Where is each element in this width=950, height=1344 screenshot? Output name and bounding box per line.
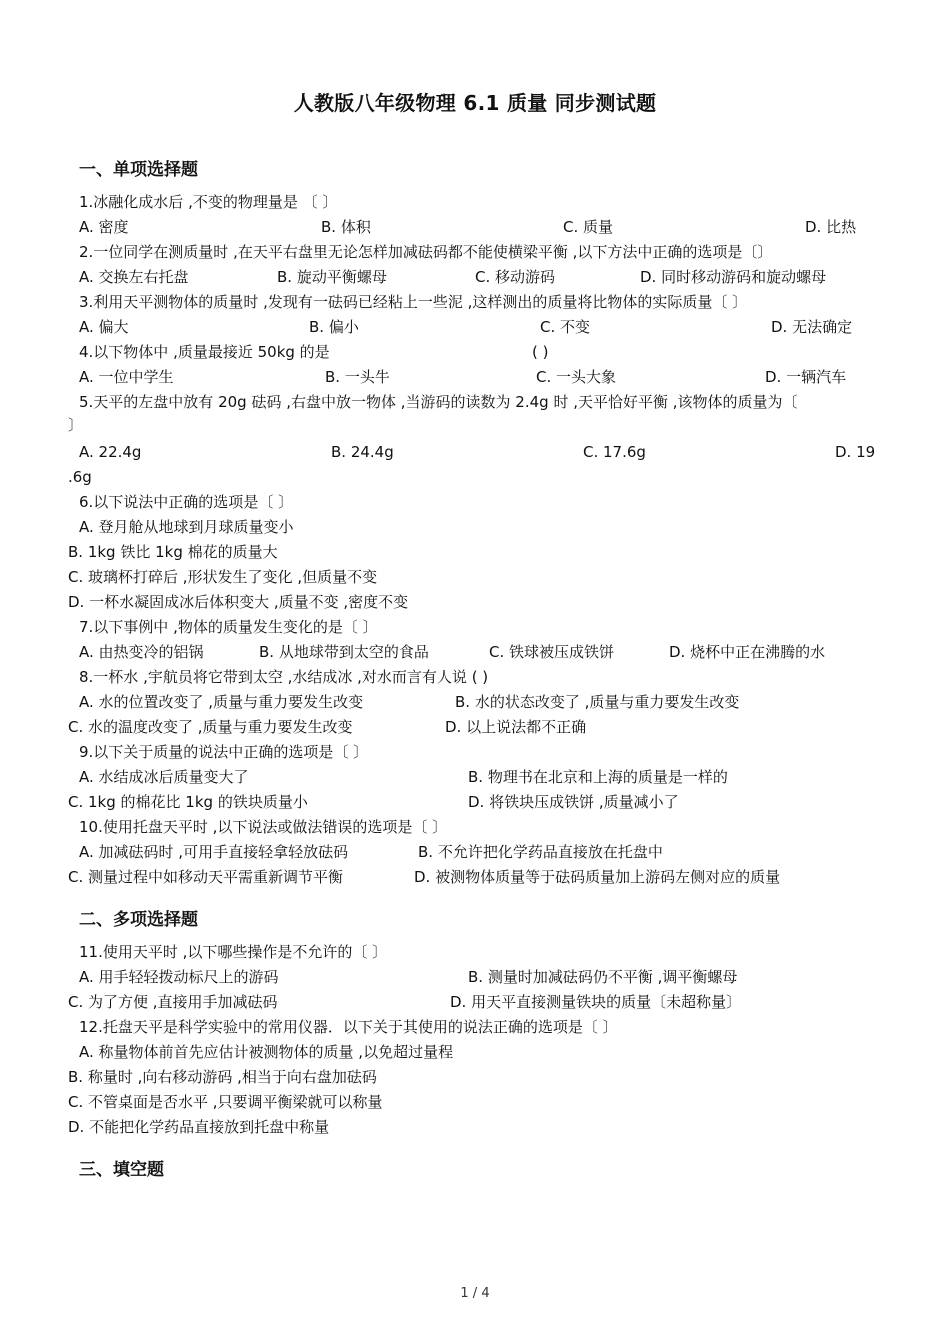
- question-3-stem: 3.利用天平测物体的质量时 ,发现有一砝码已经粘上一些泥 ,这样测出的质量将比物体的实际质量〔 〕: [79, 293, 748, 311]
- question-8-stem: 8.一杯水 ,宇航员将它带到太空 ,水结成冰 ,对水而言有人说 ( ): [79, 668, 489, 686]
- question-2-option-a: A. 交换左右托盘: [79, 268, 189, 286]
- question-2-option-c: C. 移动游码: [475, 268, 556, 286]
- question-9-stem: 9.以下关于质量的说法中正确的选项是〔 〕: [79, 743, 369, 761]
- question-5-option-c: C. 17.6g: [583, 443, 646, 461]
- page-number: 1 / 4: [460, 1286, 490, 1301]
- question-5-option-d-continued: .6g: [68, 468, 92, 486]
- question-1-option-d: D. 比热: [805, 218, 857, 236]
- question-4-option-b: B. 一头牛: [325, 368, 390, 386]
- question-6-option-b: B. 1kg 铁比 1kg 棉花的质量大: [68, 543, 278, 561]
- question-2-stem: 2.一位同学在测质量时 ,在天平右盘里无论怎样加减砝码都不能使横梁平衡 ,以下方法中正确的选项是〔〕: [79, 243, 773, 261]
- question-8-option-d: D. 以上说法都不正确: [445, 718, 587, 736]
- question-9-option-a: A. 水结成冰后质量变大了: [79, 768, 249, 786]
- question-10-option-c: C. 测量过程中如移动天平需重新调节平衡: [68, 868, 344, 886]
- question-1-option-a: A. 密度: [79, 218, 129, 236]
- question-2-option-b: B. 旋动平衡螺母: [277, 268, 387, 286]
- question-3-option-d: D. 无法确定: [771, 318, 853, 336]
- question-8-option-c: C. 水的温度改变了 ,质量与重力要发生改变: [68, 718, 353, 736]
- question-4-option-d: D. 一辆汽车: [765, 368, 847, 386]
- question-5-option-b: B. 24.4g: [331, 443, 394, 461]
- question-10-option-b: B. 不允许把化学药品直接放在托盘中: [418, 843, 663, 861]
- question-12-option-d: D. 不能把化学药品直接放到托盘中称量: [68, 1118, 330, 1136]
- question-10-option-a: A. 加减砝码时 ,可用手直接轻拿轻放砝码: [79, 843, 349, 861]
- question-8-option-a: A. 水的位置改变了 ,质量与重力要发生改变: [79, 693, 364, 711]
- question-7-option-a: A. 由热变冷的铝锅: [79, 643, 204, 661]
- question-5-option-d: D. 19: [835, 443, 876, 461]
- question-6-stem: 6.以下说法中正确的选项是〔 〕: [79, 493, 294, 511]
- question-7-option-d: D. 烧杯中正在沸腾的水: [669, 643, 826, 661]
- question-3-option-b: B. 偏小: [309, 318, 359, 336]
- section-heading-fill-in: 三、填空题: [79, 1160, 164, 1180]
- question-12-option-c: C. 不管桌面是否水平 ,只要调平衡梁就可以称量: [68, 1093, 383, 1111]
- question-8-option-b: B. 水的状态改变了 ,质量与重力要发生改变: [455, 693, 740, 711]
- question-4-stem: 4.以下物体中 ,质量最接近 50kg 的是: [79, 343, 330, 361]
- question-9-option-d: D. 将铁块压成铁饼 ,质量减小了: [468, 793, 679, 811]
- question-6-option-a: A. 登月舱从地球到月球质量变小: [79, 518, 294, 536]
- question-1-stem: 1.冰融化成水后 ,不变的物理量是 〔 〕: [79, 193, 338, 211]
- question-12-stem: 12.托盘天平是科学实验中的常用仪器．以下关于其使用的说法正确的选项是〔 〕: [79, 1018, 618, 1036]
- question-11-option-b: B. 测量时加减砝码仍不平衡 ,调平衡螺母: [468, 968, 738, 986]
- question-4-option-a: A. 一位中学生: [79, 368, 174, 386]
- question-10-stem: 10.使用托盘天平时 ,以下说法或做法错误的选项是〔 〕: [79, 818, 448, 836]
- question-9-option-b: B. 物理书在北京和上海的质量是一样的: [468, 768, 728, 786]
- question-3-option-c: C. 不变: [540, 318, 591, 336]
- question-11-stem: 11.使用天平时 ,以下哪些操作是不允许的〔 〕: [79, 943, 388, 961]
- question-4-option-c: C. 一头大象: [536, 368, 617, 386]
- document-title: 人教版八年级物理 6.1 质量 同步测试题: [293, 91, 657, 115]
- question-5-option-a: A. 22.4g: [79, 443, 142, 461]
- question-11-option-c: C. 为了方便 ,直接用手加减砝码: [68, 993, 278, 1011]
- question-7-option-c: C. 铁球被压成铁饼: [489, 643, 615, 661]
- section-heading-single-choice: 一、单项选择题: [79, 160, 198, 180]
- question-4-answer-paren: ( ): [532, 343, 549, 361]
- question-11-option-a: A. 用手轻轻拨动标尺上的游码: [79, 968, 279, 986]
- question-7-option-b: B. 从地球带到太空的食品: [259, 643, 429, 661]
- section-heading-multiple-choice: 二、多项选择题: [79, 910, 198, 930]
- question-1-option-c: C. 质量: [563, 218, 614, 236]
- question-6-option-d: D. 一杯水凝固成冰后体积变大 ,质量不变 ,密度不变: [68, 593, 409, 611]
- question-5-stem-continued: 〕: [68, 416, 84, 434]
- question-12-option-a: A. 称量物体前首先应估计被测物体的质量 ,以免超过量程: [79, 1043, 454, 1061]
- question-6-option-c: C. 玻璃杯打碎后 ,形状发生了变化 ,但质量不变: [68, 568, 378, 586]
- question-10-option-d: D. 被测物体质量等于砝码质量加上游码左侧对应的质量: [414, 868, 781, 886]
- question-9-option-c: C. 1kg 的棉花比 1kg 的铁块质量小: [68, 793, 308, 811]
- question-11-option-d: D. 用天平直接测量铁块的质量〔未超称量〕: [450, 993, 742, 1011]
- question-1-option-b: B. 体积: [321, 218, 371, 236]
- question-12-option-b: B. 称量时 ,向右移动游码 ,相当于向右盘加砝码: [68, 1068, 377, 1086]
- question-3-option-a: A. 偏大: [79, 318, 129, 336]
- question-5-stem: 5.天平的左盘中放有 20g 砝码 ,右盘中放一物体 ,当游码的读数为 2.4g 时 ,天平恰好平衡 ,该物体的质量为〔: [79, 393, 798, 411]
- question-7-stem: 7.以下事例中 ,物体的质量发生变化的是〔 〕: [79, 618, 378, 636]
- question-2-option-d: D. 同时移动游码和旋动螺母: [640, 268, 827, 286]
